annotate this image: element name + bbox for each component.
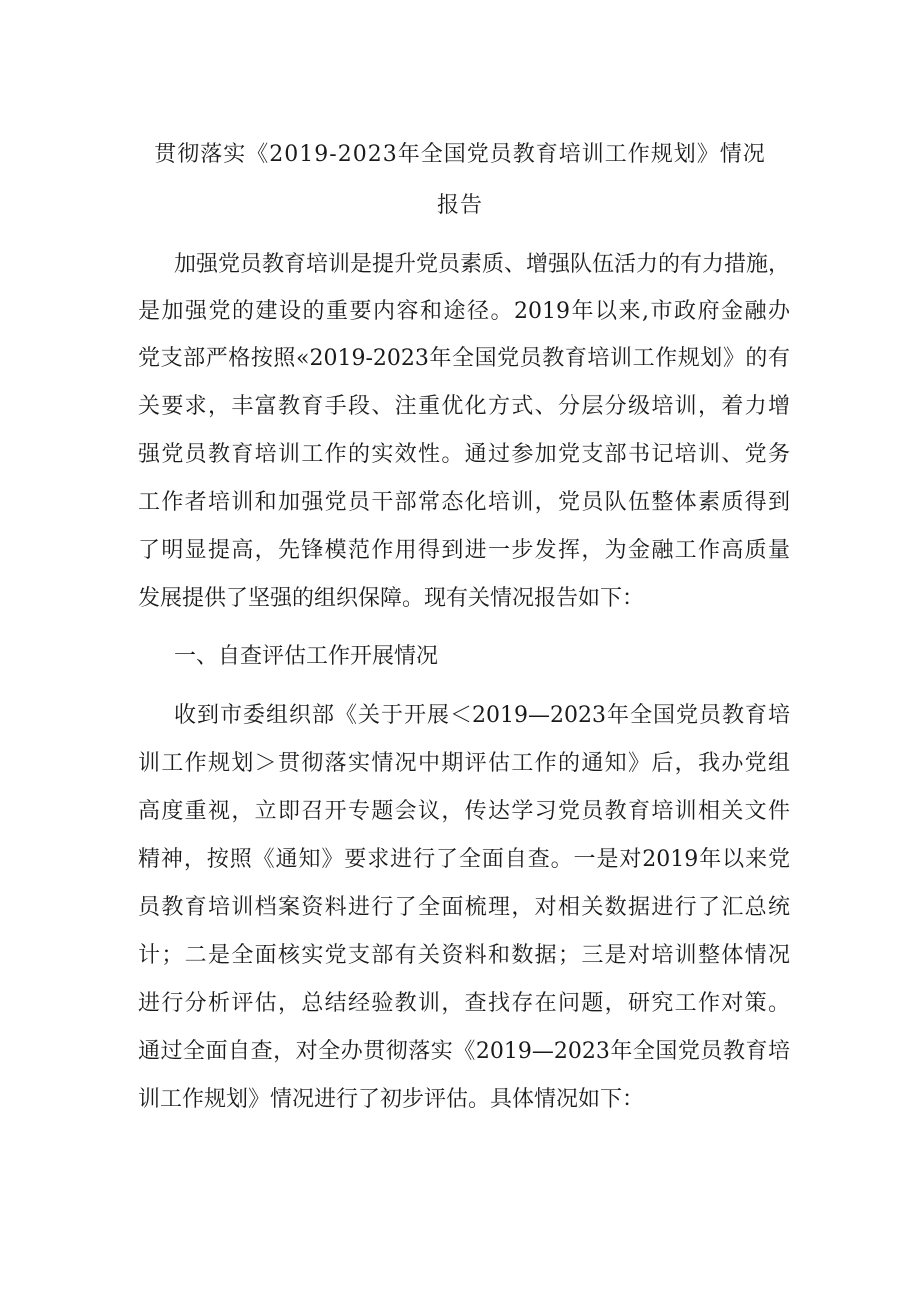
paragraph-line: 高度重视，立即召开专题会议，传达学习党员教育培训相关文件: [138, 799, 790, 824]
paragraph-line: 通过全面自查，对全办贯彻落实《2019—2023年全国党员教育培: [138, 1039, 790, 1064]
document-title-line-1: 贯彻落实《2019-2023年全国党员教育培训工作规划》情况: [154, 142, 766, 167]
section-heading-1: 一、自查评估工作开展情况: [174, 644, 439, 669]
paragraph-line: 精神，按照《通知》要求进行了全面自查。一是对2019年以来党: [138, 847, 790, 872]
paragraph-line: 发展提供了坚强的组织保障。现有关情况报告如下：: [138, 586, 645, 611]
paragraph-line: 工作者培训和加强党员干部常态化培训，党员队伍整体素质得到: [138, 490, 790, 515]
paragraph-line: 训工作规划》情况进行了初步评估。具体情况如下：: [138, 1087, 645, 1112]
paragraph-line: 是加强党的建设的重要内容和途径。2019年以来,市政府金融办: [138, 299, 790, 324]
paragraph-line: 了明显提高，先锋模范作用得到进一步发挥，为金融工作高质量: [138, 538, 790, 563]
paragraph-line: 员教育培训档案资料进行了全面梳理，对相关数据进行了汇总统: [138, 895, 790, 920]
paragraph-line: 关要求，丰富教育手段、注重优化方式、分层分级培训，着力增: [138, 394, 790, 419]
paragraph-line: 党支部严格按照«2019-2023年全国党员教育培训工作规划》的有: [138, 346, 790, 371]
paragraph-line: 加强党员教育培训是提升党员素质、增强队伍活力的有力措施，: [174, 252, 791, 277]
paragraph-line: 强党员教育培训工作的实效性。通过参加党支部书记培训、党务: [138, 442, 790, 467]
paragraph-line: 计；二是全面核实党支部有关资料和数据；三是对培训整体情况: [138, 943, 790, 968]
paragraph-line: 收到市委组织部《关于开展＜2019—2023年全国党员教育培: [174, 703, 790, 728]
paragraph-line: 训工作规划＞贯彻落实情况中期评估工作的通知》后，我办党组: [138, 751, 790, 776]
paragraph-line: 进行分析评估，总结经验教训，查找存在问题，研究工作对策。: [138, 991, 790, 1016]
document-title-line-2: 报告: [436, 193, 483, 218]
